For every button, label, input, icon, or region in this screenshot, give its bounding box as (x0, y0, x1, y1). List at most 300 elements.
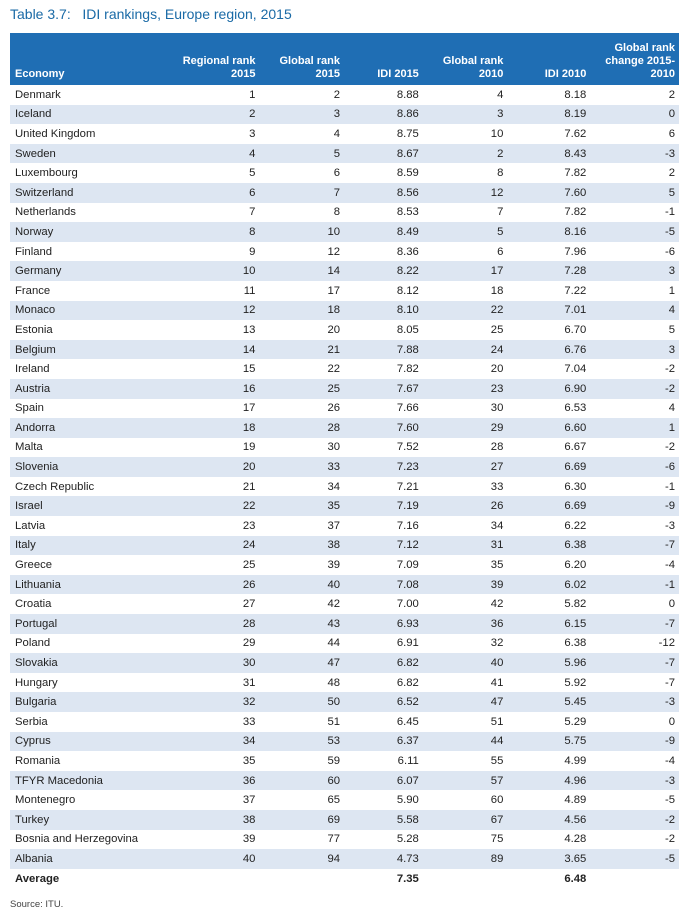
cell-global-rank-2010: 6 (497, 245, 504, 258)
table-row (10, 692, 679, 712)
cell-economy: Israel (10, 496, 165, 516)
cell-regional-rank-2015: 24 (165, 536, 260, 556)
cell-economy: Average (15, 872, 60, 885)
cell-idi-2010: 6.38 (564, 637, 587, 650)
cell-economy: Netherlands (15, 206, 76, 219)
cell-economy: Malta (15, 441, 43, 454)
cell-global-rank-change: -3 (590, 144, 679, 164)
cell-global-rank-change: 5 (590, 183, 679, 203)
header-economy: Economy (10, 33, 165, 85)
cell-economy: Sweden (10, 144, 165, 164)
header-global-rank-2010: Global rank 2010 (423, 33, 508, 85)
cell-global-rank-change: 1 (590, 418, 679, 438)
table-row (10, 810, 679, 830)
cell-economy: Germany (10, 261, 165, 281)
cell-economy: Ireland (15, 363, 50, 376)
table-row (10, 457, 679, 477)
cell-global-rank-2010: 33 (490, 480, 504, 493)
cell-idi-2010: 5.96 (507, 653, 590, 673)
cell-idi-2010: 6.69 (507, 496, 590, 516)
cell-global-rank-2015: 33 (259, 457, 344, 477)
cell-global-rank-2015: 77 (327, 833, 341, 846)
table-row (10, 712, 679, 732)
cell-idi-2015: 8.36 (396, 245, 419, 258)
table-row (10, 751, 679, 771)
table-row (10, 85, 679, 105)
cell-global-rank-2010: 3 (423, 105, 508, 125)
cell-idi-2015: 7.66 (396, 402, 419, 415)
cell-regional-rank-2015: 33 (242, 715, 256, 728)
cell-global-rank-2015: 40 (259, 575, 344, 595)
cell-economy: Turkey (10, 810, 165, 830)
cell-global-rank-2010: 28 (490, 441, 504, 454)
cell-economy: Italy (10, 536, 165, 556)
cell-regional-rank-2015: 10 (165, 261, 260, 281)
cell-global-rank-2015: 43 (259, 614, 344, 634)
cell-global-rank-change: -4 (664, 559, 675, 572)
table-row (10, 555, 679, 575)
cell-idi-2015: 7.12 (344, 536, 423, 556)
cell-global-rank-2010: 24 (423, 340, 508, 360)
cell-idi-2015: 8.75 (396, 127, 419, 140)
cell-idi-2010: 6.22 (564, 519, 587, 532)
cell-idi-2015: 6.37 (344, 732, 423, 752)
table-row (10, 301, 679, 321)
header-regional-rank-2015: Regional rank 2015 (165, 33, 260, 85)
cell-regional-rank-2015: 1 (249, 88, 256, 101)
cell-global-rank-change: -6 (590, 457, 679, 477)
cell-global-rank-2010: 18 (490, 284, 504, 297)
table-row (10, 771, 679, 791)
table-row (10, 203, 679, 223)
cell-global-rank-change: -2 (664, 441, 675, 454)
cell-global-rank-change: -7 (590, 614, 679, 634)
cell-idi-2010: 5.29 (564, 715, 587, 728)
cell-global-rank-change: 4 (590, 301, 679, 321)
cell-idi-2015: 7.60 (344, 418, 423, 438)
cell-idi-2015: 6.82 (344, 653, 423, 673)
cell-economy: Cyprus (10, 732, 165, 752)
table-row (10, 320, 679, 340)
cell-economy: Lithuania (10, 575, 165, 595)
table-row (10, 163, 679, 183)
cell-idi-2015: 7.09 (396, 559, 419, 572)
cell-idi-2015: 8.67 (344, 144, 423, 164)
cell-global-rank-2015: 50 (259, 692, 344, 712)
cell-idi-2015: 7.82 (396, 363, 419, 376)
cell-global-rank-2010: 42 (490, 598, 504, 611)
cell-global-rank-2010: 29 (423, 418, 508, 438)
cell-global-rank-2010: 26 (423, 496, 508, 516)
table-row (10, 634, 679, 654)
cell-economy: Bosnia and Herzegovina (15, 833, 139, 846)
cell-global-rank-change: 0 (668, 715, 675, 728)
cell-global-rank-2010: 34 (490, 519, 504, 532)
cell-economy: Montenegro (15, 794, 76, 807)
cell-economy: Belgium (10, 340, 165, 360)
cell-global-rank-change: -4 (664, 754, 675, 767)
cell-global-rank-change: -2 (590, 810, 679, 830)
cell-idi-2015: 7.00 (396, 598, 419, 611)
cell-global-rank-change: 0 (668, 598, 675, 611)
cell-global-rank-2010: 32 (490, 637, 504, 650)
cell-economy: Slovenia (10, 457, 165, 477)
cell-regional-rank-2015: 2 (165, 105, 260, 125)
cell-regional-rank-2015: 26 (165, 575, 260, 595)
cell-regional-rank-2015: 14 (165, 340, 260, 360)
cell-global-rank-2015: 2 (333, 88, 341, 101)
cell-global-rank-2015: 51 (327, 715, 341, 728)
cell-economy: Spain (15, 402, 44, 415)
cell-global-rank-2010: 57 (423, 771, 508, 791)
cell-global-rank-2015: 42 (327, 598, 341, 611)
cell-idi-2010: 6.02 (507, 575, 590, 595)
cell-idi-2015: 7.88 (344, 340, 423, 360)
cell-idi-2010: 4.56 (507, 810, 590, 830)
cell-idi-2015: 8.10 (344, 301, 423, 321)
table-title: Table 3.7: IDI rankings, Europe region, 2015 (10, 6, 292, 22)
table-row (10, 340, 679, 360)
table-row (10, 281, 679, 301)
table-row (10, 124, 679, 144)
cell-global-rank-change: 2 (668, 88, 675, 101)
cell-global-rank-2010: 20 (490, 363, 504, 376)
table-row (10, 790, 679, 810)
cell-global-rank-2015: 48 (327, 676, 341, 689)
table-row (10, 418, 679, 438)
table-row (10, 477, 679, 497)
cell-idi-2010: 4.99 (564, 754, 587, 767)
cell-global-rank-change: -1 (590, 575, 679, 595)
cell-global-rank-2010: 23 (423, 379, 508, 399)
cell-regional-rank-2015: 13 (242, 323, 256, 336)
cell-economy: Romania (15, 754, 61, 767)
cell-economy: France (15, 284, 51, 297)
table-row (10, 496, 679, 516)
cell-idi-2010: 6.20 (564, 559, 587, 572)
cell-economy: Croatia (15, 598, 52, 611)
table-row (10, 732, 679, 752)
cell-economy: Switzerland (10, 183, 165, 203)
cell-global-rank-2010: 40 (423, 653, 508, 673)
cell-global-rank-2015: 60 (259, 771, 344, 791)
cell-idi-2015: 8.88 (396, 88, 419, 101)
cell-idi-2010: 7.82 (564, 167, 587, 180)
cell-idi-2015: 6.11 (397, 754, 419, 767)
cell-global-rank-2015: 38 (259, 536, 344, 556)
table-row (10, 222, 679, 242)
cell-global-rank-2010: 51 (490, 715, 504, 728)
cell-regional-rank-2015: 17 (242, 402, 256, 415)
cell-idi-2010: 7.60 (507, 183, 590, 203)
cell-global-rank-2015: 34 (327, 480, 341, 493)
cell-global-rank-change: -2 (664, 363, 675, 376)
cell-idi-2010: 6.67 (564, 441, 587, 454)
cell-global-rank-2010: 44 (423, 732, 508, 752)
cell-economy: United Kingdom (15, 127, 96, 140)
cell-idi-2010: 7.28 (507, 261, 590, 281)
table-row (10, 653, 679, 673)
cell-idi-2015: 7.21 (396, 480, 419, 493)
cell-global-rank-change: 0 (590, 105, 679, 125)
cell-global-rank-2015: 17 (327, 284, 341, 297)
cell-idi-2010: 4.89 (564, 794, 587, 807)
cell-idi-2010: 7.01 (507, 301, 590, 321)
cell-regional-rank-2015: 22 (165, 496, 260, 516)
table-row (10, 379, 679, 399)
header-idi-2010: IDI 2010 (507, 33, 590, 85)
table-row (10, 575, 679, 595)
cell-idi-2010: 4.96 (507, 771, 590, 791)
cell-idi-2010: 6.53 (564, 402, 587, 415)
cell-regional-rank-2015 (165, 869, 260, 889)
cell-global-rank-change: -5 (664, 794, 675, 807)
cell-economy: Denmark (15, 88, 61, 101)
cell-global-rank-2010: 31 (423, 536, 508, 556)
cell-regional-rank-2015: 6 (165, 183, 260, 203)
cell-idi-2010: 6.38 (507, 536, 590, 556)
cell-global-rank-2010: 25 (490, 323, 504, 336)
idi-rankings-table (10, 33, 679, 888)
cell-regional-rank-2015: 40 (165, 849, 260, 869)
cell-idi-2010: 6.90 (507, 379, 590, 399)
cell-global-rank-2015: 69 (259, 810, 344, 830)
cell-global-rank-change: 2 (668, 167, 675, 180)
cell-economy: Portugal (10, 614, 165, 634)
cell-idi-2010: 5.92 (564, 676, 587, 689)
cell-global-rank-2010: 67 (423, 810, 508, 830)
cell-regional-rank-2015: 29 (242, 637, 256, 650)
cell-global-rank-2015: 39 (327, 559, 341, 572)
table-row (10, 536, 679, 556)
cell-global-rank-2010: 7 (497, 206, 504, 219)
cell-global-rank-2015: 12 (327, 245, 341, 258)
table-row (10, 183, 679, 203)
table-row (10, 359, 679, 379)
cell-regional-rank-2015: 12 (165, 301, 260, 321)
cell-global-rank-2010: 12 (423, 183, 508, 203)
cell-regional-rank-2015: 19 (242, 441, 256, 454)
table-row (10, 516, 679, 536)
table-row (10, 399, 679, 419)
cell-idi-2015: 8.12 (396, 284, 419, 297)
cell-economy: Luxembourg (15, 167, 78, 180)
cell-idi-2010: 6.48 (564, 872, 587, 885)
cell-global-rank-2015: 59 (327, 754, 341, 767)
cell-global-rank-2015: 26 (327, 402, 341, 415)
cell-idi-2015: 7.52 (396, 441, 419, 454)
cell-idi-2010: 8.16 (507, 222, 590, 242)
header-row (10, 33, 679, 85)
cell-global-rank-change: -9 (590, 732, 679, 752)
cell-economy: Slovakia (10, 653, 165, 673)
cell-economy: Finland (15, 245, 53, 258)
cell-global-rank-2010: 36 (423, 614, 508, 634)
cell-global-rank-2015: 25 (259, 379, 344, 399)
cell-global-rank-2010: 8 (497, 167, 504, 180)
cell-global-rank-change: -2 (664, 833, 675, 846)
header-global-rank-change: Global rank change 2015-2010 (590, 33, 679, 85)
table-row (10, 849, 679, 869)
cell-global-rank-2010: 22 (423, 301, 508, 321)
cell-global-rank-2010: 4 (497, 88, 504, 101)
cell-global-rank-change: -6 (664, 245, 675, 258)
cell-global-rank-change: 3 (590, 340, 679, 360)
cell-idi-2010: 7.62 (564, 127, 587, 140)
cell-idi-2015: 4.73 (344, 849, 423, 869)
cell-idi-2010: 6.76 (507, 340, 590, 360)
cell-economy: Latvia (15, 519, 46, 532)
cell-regional-rank-2015: 35 (242, 754, 256, 767)
cell-global-rank-change: -7 (664, 676, 675, 689)
cell-regional-rank-2015: 34 (165, 732, 260, 752)
header-global-rank-2015: Global rank 2015 (259, 33, 344, 85)
cell-global-rank-change: 1 (668, 284, 675, 297)
cell-idi-2015: 8.86 (344, 105, 423, 125)
cell-regional-rank-2015: 37 (242, 794, 256, 807)
cell-regional-rank-2015: 4 (165, 144, 260, 164)
cell-idi-2015: 5.90 (396, 794, 419, 807)
cell-economy: TFYR Macedonia (10, 771, 165, 791)
cell-regional-rank-2015: 3 (249, 127, 256, 140)
cell-global-rank-change: 6 (668, 127, 675, 140)
cell-idi-2010: 6.69 (507, 457, 590, 477)
cell-idi-2015: 8.59 (396, 167, 419, 180)
cell-regional-rank-2015: 11 (243, 284, 256, 297)
table-row (10, 438, 679, 458)
cell-global-rank-change: 5 (668, 323, 675, 336)
cell-idi-2010: 7.82 (564, 206, 587, 219)
cell-global-rank-2015: 4 (333, 127, 341, 140)
cell-regional-rank-2015: 20 (165, 457, 260, 477)
cell-idi-2015: 8.49 (344, 222, 423, 242)
cell-regional-rank-2015: 31 (242, 676, 256, 689)
cell-economy: Czech Republic (15, 480, 95, 493)
cell-idi-2010: 7.96 (564, 245, 587, 258)
cell-global-rank-2015: 20 (327, 323, 341, 336)
cell-global-rank-2015: 53 (259, 732, 344, 752)
cell-idi-2010: 7.04 (564, 363, 587, 376)
cell-economy: Andorra (10, 418, 165, 438)
cell-global-rank-change: -3 (590, 692, 679, 712)
cell-global-rank-2015 (259, 869, 344, 889)
average-row (10, 869, 679, 889)
cell-global-rank-2015: 37 (327, 519, 341, 532)
cell-global-rank-2015: 18 (259, 301, 344, 321)
cell-economy: Albania (10, 849, 165, 869)
cell-global-rank-2015: 5 (259, 144, 344, 164)
cell-regional-rank-2015: 27 (242, 598, 256, 611)
cell-idi-2015: 8.05 (396, 323, 419, 336)
cell-idi-2010: 5.45 (507, 692, 590, 712)
cell-global-rank-change: -7 (590, 653, 679, 673)
cell-global-rank-2010: 47 (423, 692, 508, 712)
cell-regional-rank-2015: 16 (165, 379, 260, 399)
cell-idi-2015: 7.19 (344, 496, 423, 516)
cell-regional-rank-2015: 25 (242, 559, 256, 572)
table-row (10, 830, 679, 850)
cell-regional-rank-2015: 36 (165, 771, 260, 791)
cell-global-rank-change: -7 (590, 536, 679, 556)
cell-regional-rank-2015: 21 (242, 480, 256, 493)
cell-economy: Monaco (10, 301, 165, 321)
cell-regional-rank-2015: 18 (165, 418, 260, 438)
cell-economy: Hungary (15, 676, 58, 689)
table-row (10, 105, 679, 125)
cell-idi-2015: 8.22 (344, 261, 423, 281)
cell-idi-2010: 6.70 (564, 323, 587, 336)
table-row (10, 242, 679, 262)
cell-global-rank-2010: 41 (490, 676, 504, 689)
cell-global-rank-2010: 75 (490, 833, 504, 846)
cell-economy: Bulgaria (10, 692, 165, 712)
cell-idi-2015: 8.53 (396, 206, 419, 219)
table-row (10, 594, 679, 614)
cell-global-rank-2010: 30 (490, 402, 504, 415)
cell-economy: Serbia (15, 715, 48, 728)
cell-regional-rank-2015: 7 (249, 206, 256, 219)
cell-global-rank-2015: 30 (327, 441, 341, 454)
cell-global-rank-change: -12 (658, 637, 675, 650)
cell-idi-2010: 7.22 (564, 284, 587, 297)
cell-regional-rank-2015: 39 (242, 833, 256, 846)
cell-idi-2015: 7.23 (344, 457, 423, 477)
cell-global-rank-2015: 44 (327, 637, 341, 650)
cell-idi-2015: 7.08 (344, 575, 423, 595)
table-row (10, 673, 679, 693)
cell-idi-2010: 3.65 (507, 849, 590, 869)
cell-global-rank-2015: 21 (259, 340, 344, 360)
cell-regional-rank-2015: 23 (242, 519, 256, 532)
cell-global-rank-change: -1 (664, 206, 675, 219)
cell-idi-2010: 6.60 (507, 418, 590, 438)
cell-global-rank-2015: 65 (327, 794, 341, 807)
cell-economy: Iceland (10, 105, 165, 125)
cell-global-rank-change: 3 (590, 261, 679, 281)
cell-global-rank-2010: 39 (423, 575, 508, 595)
cell-regional-rank-2015: 15 (242, 363, 256, 376)
cell-idi-2010: 4.28 (564, 833, 587, 846)
cell-global-rank-2015: 14 (259, 261, 344, 281)
cell-global-rank-change: -5 (590, 222, 679, 242)
cell-economy: Norway (10, 222, 165, 242)
cell-idi-2010: 6.30 (564, 480, 587, 493)
cell-global-rank-change: -3 (664, 519, 675, 532)
table-row (10, 614, 679, 634)
cell-regional-rank-2015: 38 (165, 810, 260, 830)
cell-global-rank-change (590, 869, 679, 889)
cell-global-rank-change: -3 (590, 771, 679, 791)
cell-global-rank-change: 4 (668, 402, 675, 415)
cell-idi-2010: 8.18 (564, 88, 587, 101)
cell-regional-rank-2015: 9 (249, 245, 256, 258)
cell-idi-2015: 6.93 (344, 614, 423, 634)
cell-global-rank-2010: 35 (490, 559, 504, 572)
header-idi-2015: IDI 2015 (344, 33, 423, 85)
cell-global-rank-2010: 17 (423, 261, 508, 281)
source-note: Source: ITU. (10, 899, 64, 910)
cell-idi-2015: 6.07 (344, 771, 423, 791)
table-body (10, 85, 679, 888)
table-row (10, 144, 679, 164)
cell-economy: Austria (10, 379, 165, 399)
cell-global-rank-2010: 2 (423, 144, 508, 164)
cell-idi-2015: 7.16 (396, 519, 419, 532)
cell-idi-2010: 5.82 (564, 598, 587, 611)
cell-regional-rank-2015: 8 (165, 222, 260, 242)
cell-global-rank-change: -1 (664, 480, 675, 493)
cell-global-rank-2015: 47 (259, 653, 344, 673)
